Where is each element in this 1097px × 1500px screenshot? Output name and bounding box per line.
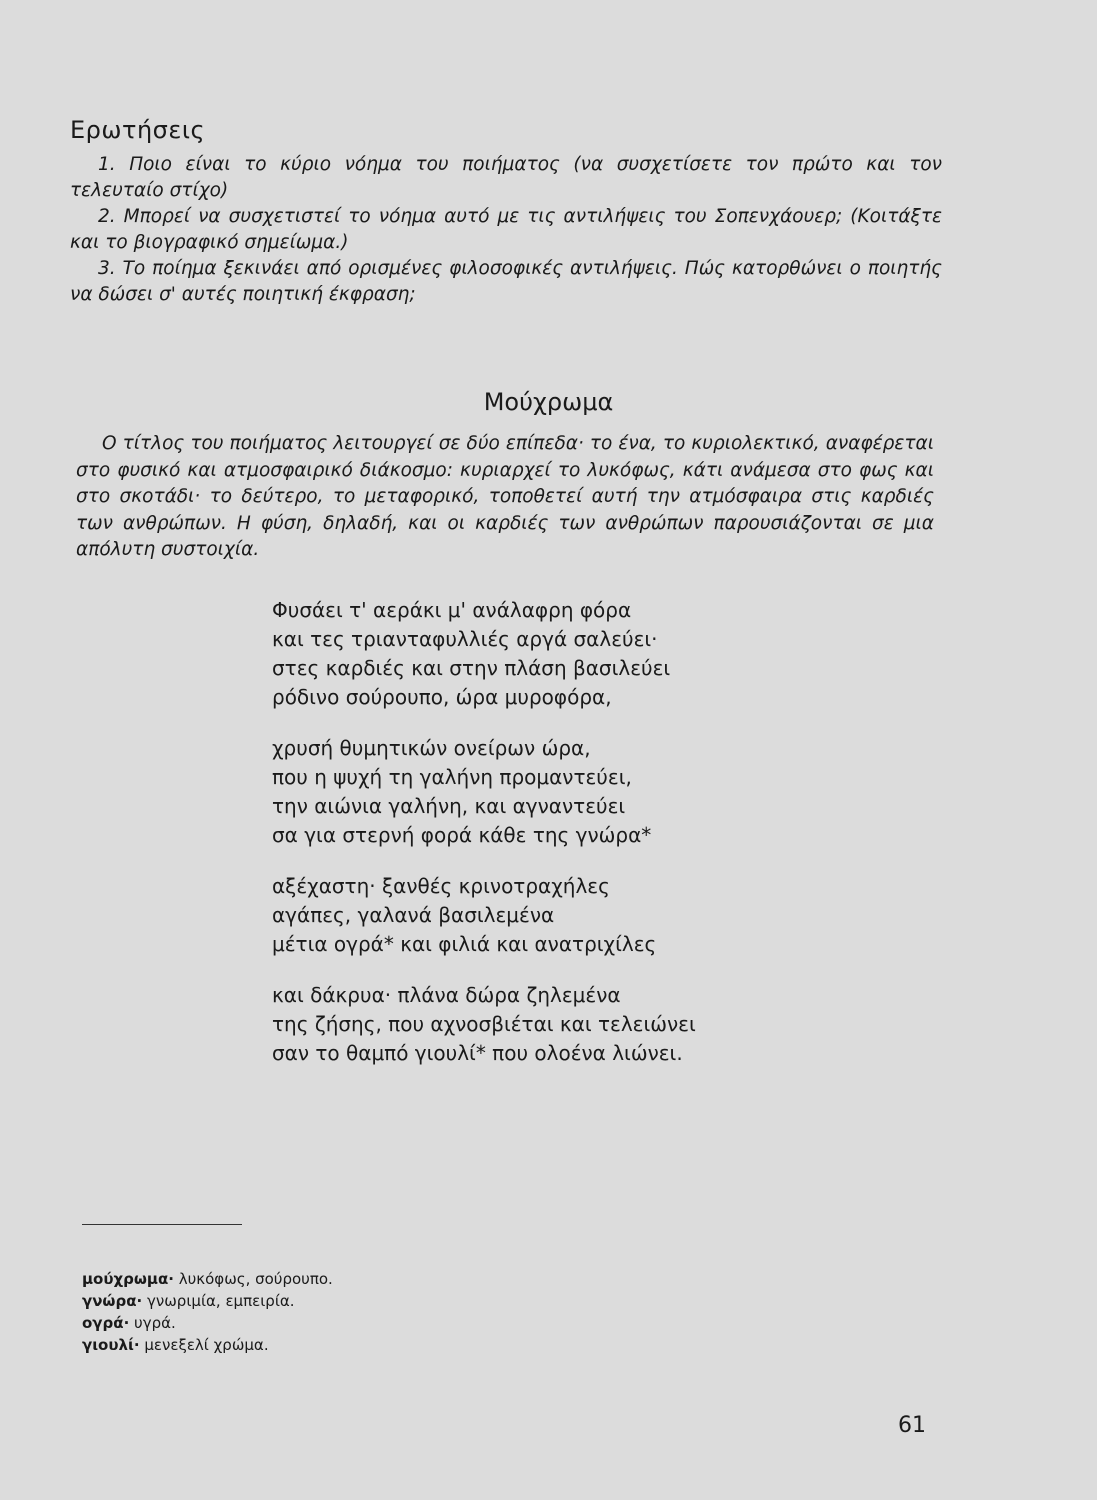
footnotes [82, 1268, 333, 1356]
footnote-term: ογρά· [82, 1314, 130, 1332]
verse-line: αξέχαστη· ξανθές κρινοτραχήλες [272, 874, 610, 898]
footnote [82, 1268, 333, 1290]
footnote-divider [82, 1224, 242, 1225]
footnote [82, 1334, 333, 1356]
verse-line: στες καρδιές και στην πλάση βασιλεύει [272, 656, 671, 680]
question-item: 1. Ποιο είναι το κύριο νόημα του ποιήματος (να συσχετίσετε τον πρώτο και τον τελευταίο στίχο) [70, 154, 942, 201]
footnote-term: γνώρα· [82, 1292, 143, 1310]
poem-title: Μούχρωμα [483, 388, 614, 416]
verse-line: και τες τριανταφυλλιές αργά σαλεύει· [272, 627, 658, 651]
question-item: 2. Μπορεί να συσχετιστεί το νόημα αυτό με τις αντιλήψεις του Σοπενχάουερ; (Κοιτάξτε και το βιογραφικό σημείωμα.) [70, 206, 942, 253]
verse-line: και δάκρυα· πλάνα δώρα ζηλεμένα [272, 983, 621, 1007]
stanza [272, 981, 872, 1068]
verse-line: της ζήσης, που αχνοσβιέται και τελειώνει [272, 1012, 696, 1036]
verse-line: σαν το θαμπό γιουλί* που ολοένα λιώνει. [272, 1041, 683, 1065]
verse-line: χρυσή θυμητικών ονείρων ώρα, [272, 736, 591, 760]
page-number: 61 [898, 1413, 926, 1438]
stanza [272, 872, 872, 959]
footnote-term: μούχρωμα· [82, 1270, 174, 1288]
stanza [272, 734, 872, 850]
footnote-term: γιουλί· [82, 1336, 140, 1354]
verse-line: μέτια ογρά* και φιλιά και ανατριχίλες [272, 932, 657, 956]
footnote-definition: μενεξελί χρώμα. [139, 1336, 269, 1354]
footnote-definition: λυκόφως, σούρουπο. [173, 1270, 333, 1288]
stanza [272, 596, 872, 712]
footnote-definition: γνωριμία, εμπειρία. [142, 1292, 295, 1310]
verse-line: που η ψυχή τη γαλήνη προμαντεύει, [272, 765, 632, 789]
poem-intro: Ο τίτλος του ποιήματος λειτουργεί σε δύο επίπεδα· το ένα, το κυριολεκτικό, αναφέρεται στο φυσικό και ατμοσφαιρικό διάκοσμο: κυριαρχεί το λυκόφως, κάτι ανάμεσα στο φως και στο σκοτάδι· το δεύτερο, το μεταφορικό, τοποθετεί αυτή την ατμόσφαιρα στις καρδιές των ανθρώπων. Η φύση, δηλαδή, και οι καρδιές των ανθρώπων παρουσιάζονται σε μια απόλυτη συστοιχία. [76, 433, 934, 560]
verse-line: την αιώνια γαλήνη, και αγναντεύει [272, 794, 626, 818]
footnote-definition: υγρά. [129, 1314, 176, 1332]
verse-line: Φυσάει τ' αεράκι μ' ανάλαφρη φόρα [272, 598, 632, 622]
questions-heading: Ερωτήσεις [70, 116, 206, 144]
footnote [82, 1312, 333, 1334]
poem-body [272, 596, 872, 1090]
verse-line: ρόδινο σούρουπο, ώρα μυροφόρα, [272, 685, 612, 709]
verse-line: σα για στερνή φορά κάθε της γνώρα* [272, 823, 652, 847]
footnote [82, 1290, 333, 1312]
question-item: 3. Το ποίημα ξεκινάει από ορισμένες φιλοσοφικές αντιλήψεις. Πώς κατορθώνει ο ποιητής να δώσει σ' αυτές ποιητική έκφραση; [70, 258, 942, 305]
verse-line: αγάπες, γαλανά βασιλεμένα [272, 903, 555, 927]
questions-list [70, 152, 942, 308]
